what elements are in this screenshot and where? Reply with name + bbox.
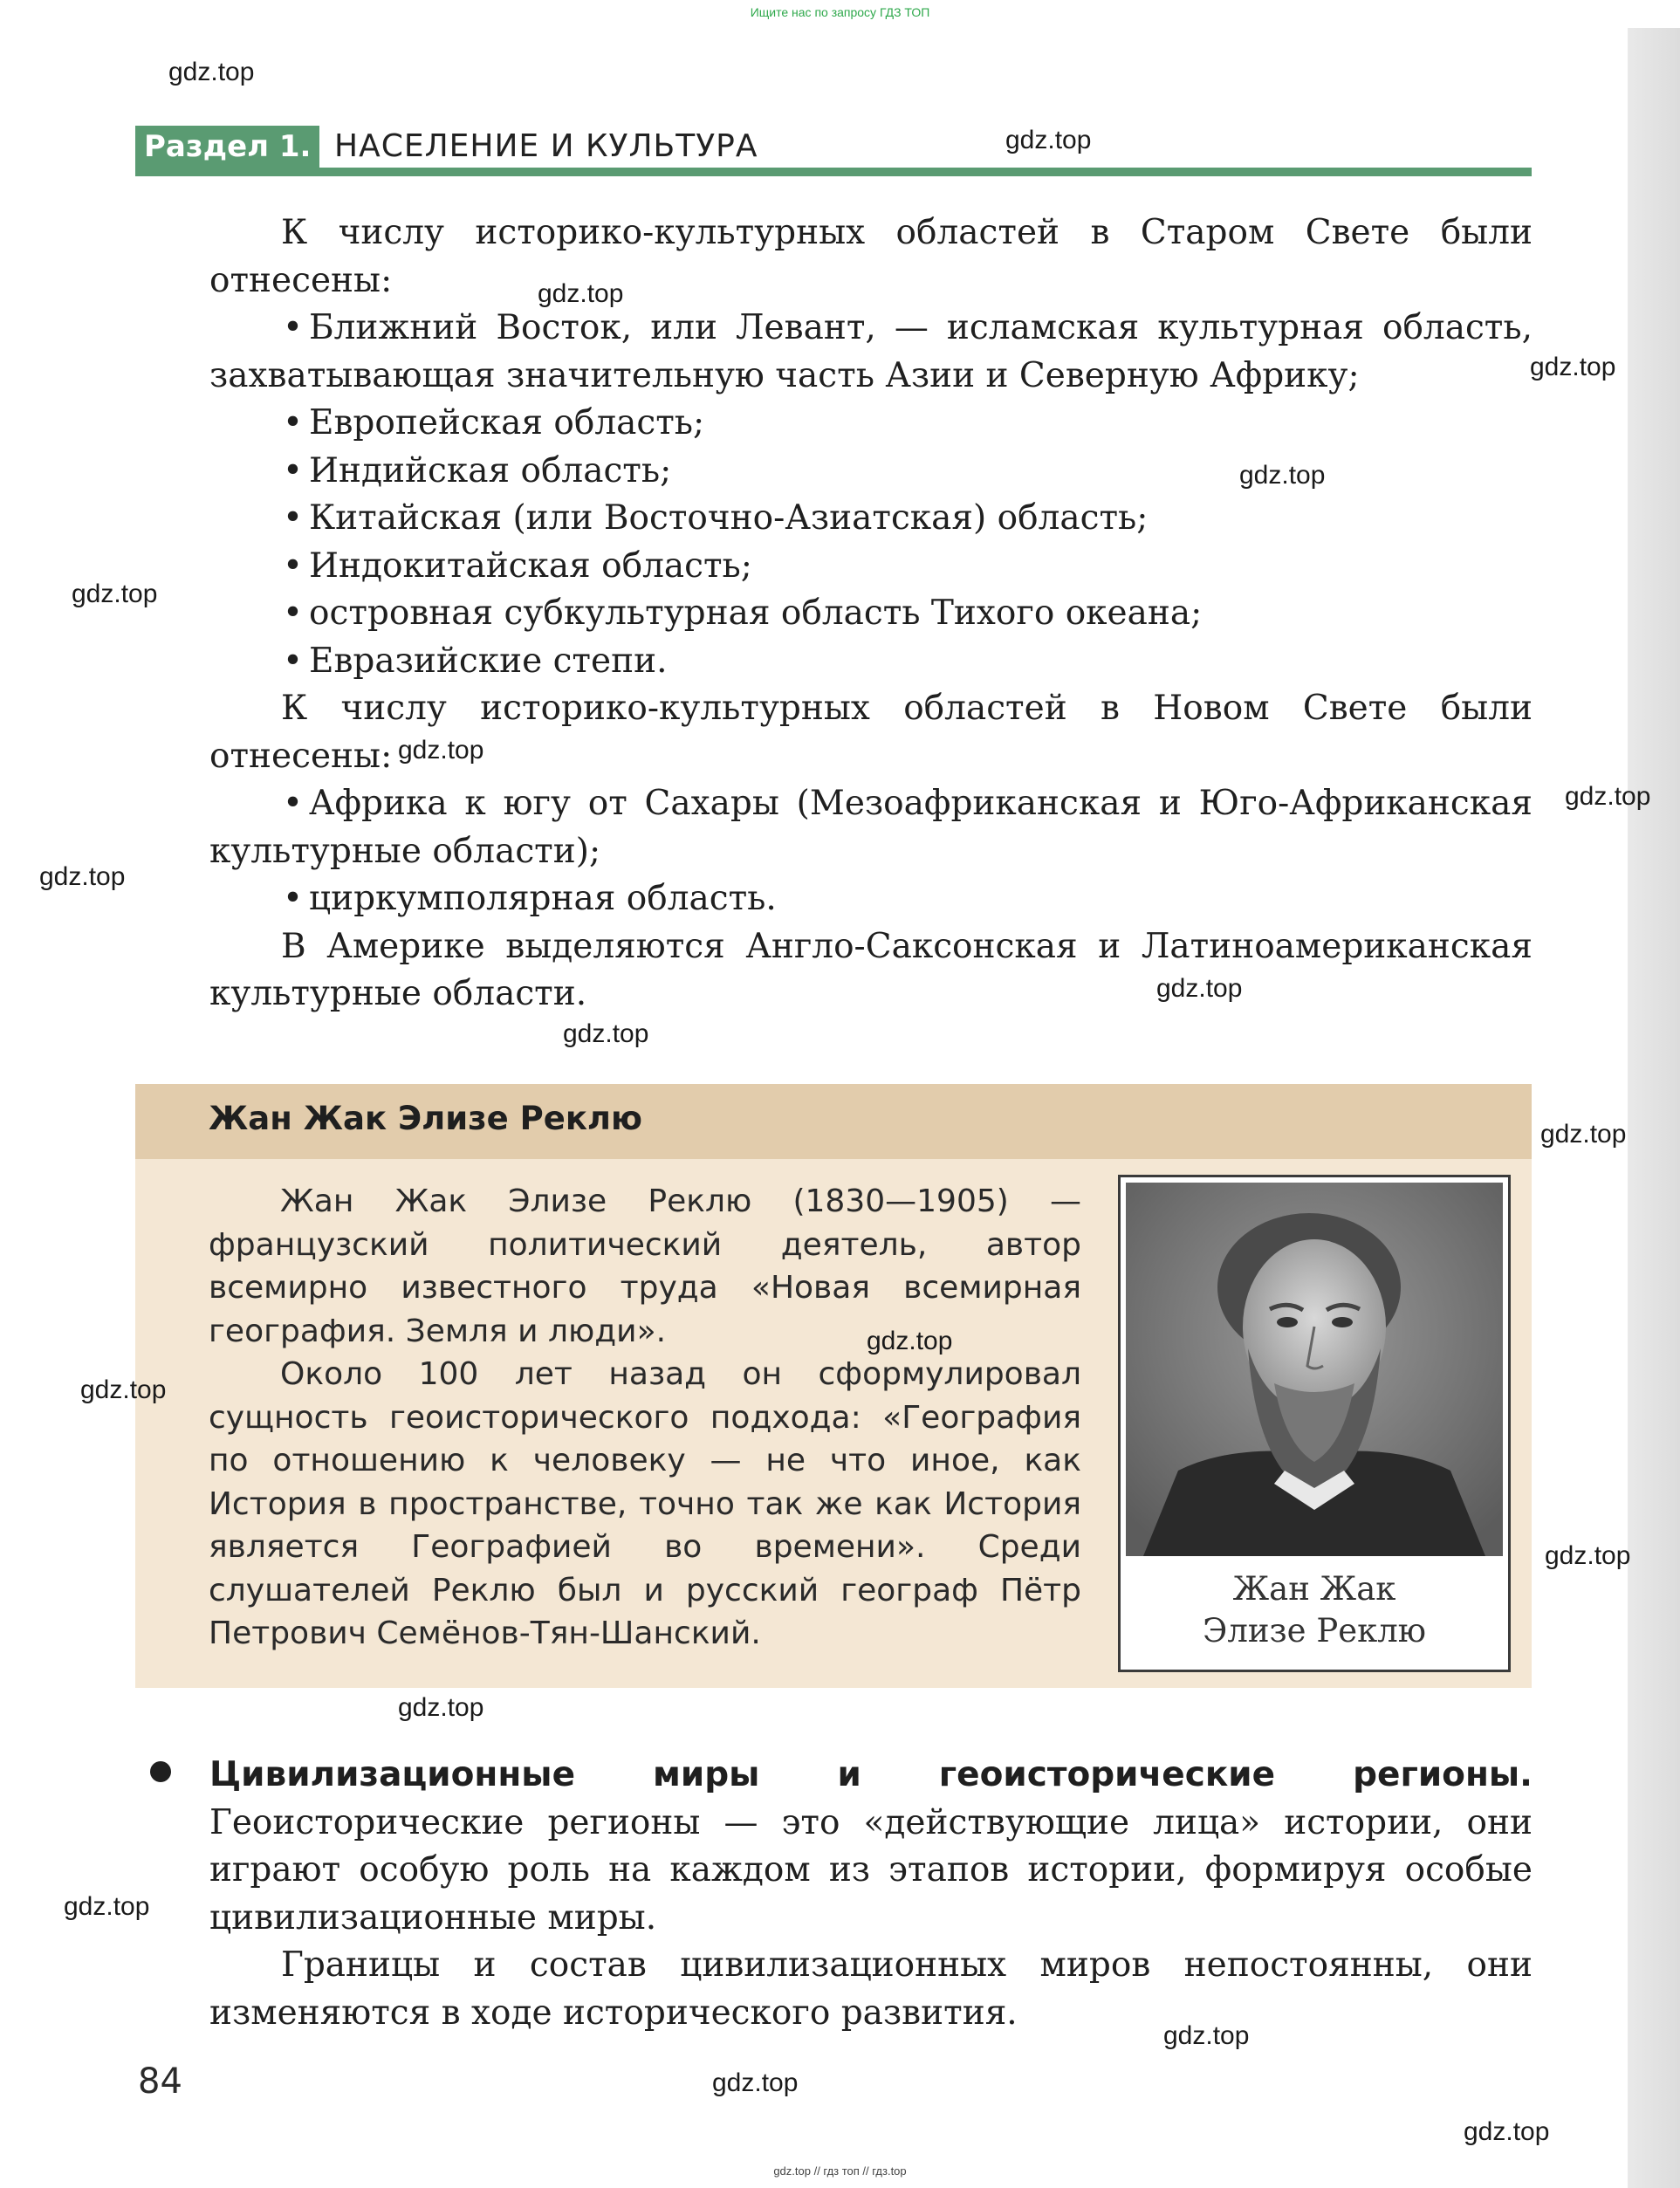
watermark: gdz.top [64, 1892, 150, 1921]
watermark: gdz.top [398, 1693, 484, 1722]
old-world-intro: К числу историко-культурных областей в Старом Свете были отнесены: [209, 213, 1533, 300]
footer-banner: gdz.top // гдз топ // гдз.top [773, 2164, 907, 2178]
watermark: gdz.top [563, 1019, 649, 1048]
bullet-icon [150, 1761, 171, 1782]
bullet-mark: • [283, 593, 304, 633]
bullet-mark: • [283, 403, 304, 442]
watermark: gdz.top [1565, 782, 1651, 811]
bullet-mark: • [283, 498, 304, 538]
list-item: • Ближний Восток, или Левант, — исламская культурная область, захватывающая значительную часть Азии и Северную Африку; [209, 305, 1533, 400]
section-title: НАСЕЛЕНИЕ И КУЛЬТУРА [334, 128, 758, 164]
bullet-mark: • [283, 641, 304, 681]
bullet-mark: • [283, 784, 304, 823]
section-tag: Раздел 1. [135, 126, 319, 168]
portrait-caption: Жан Жак Элизе Реклю [1203, 1570, 1426, 1650]
new-world-intro: К числу историко-культурных областей в Новом Свете были отнесены: [209, 689, 1533, 776]
list-item: • Индийская область; [209, 448, 1533, 496]
portrait-illustration [1126, 1183, 1503, 1556]
list-item: • Африка к югу от Сахары (Мезоафриканская и Юго-Африканская культурные области); [209, 780, 1533, 875]
watermark: gdz.top [1464, 2117, 1550, 2146]
watermark: gdz.top [1005, 126, 1092, 154]
watermark: gdz.top [1540, 1120, 1627, 1149]
watermark: gdz.top [1156, 974, 1243, 1003]
biography-paragraph-1: Жан Жак Элизе Реклю (1830—1905) — французский политический деятель, автор всемирно известного труда «Новая всемирная география. Земля и люди». [209, 1183, 1081, 1349]
list-item: • Индокитайская область; [209, 543, 1533, 591]
main-text [209, 209, 1533, 1019]
biography-box-header [135, 1084, 1532, 1159]
watermark: gdz.top [538, 279, 624, 308]
list-item: • Европейская область; [209, 400, 1533, 448]
watermark: gdz.top [72, 580, 158, 608]
portrait-frame [1118, 1175, 1511, 1672]
section-divider [135, 168, 1532, 176]
civilization-paragraph-1: Цивилизационные миры и геоисторические регионы. Геоисторические регионы — это «действующие лица» истории, они играют особую роль на каждом из этапов истории, формируя особые цивилизационные миры. [209, 1755, 1533, 1938]
biography-title: Жан Жак Элизе Реклю [209, 1100, 643, 1137]
list-item: • островная субкультурная область Тихого океана; [209, 590, 1533, 638]
watermark: gdz.top [867, 1327, 953, 1355]
biography-text [209, 1180, 1081, 1656]
page-edge [1628, 28, 1680, 2188]
civilization-text [209, 1752, 1533, 2037]
section-header [135, 122, 1532, 176]
watermark: gdz.top [1163, 2021, 1250, 2050]
watermark: gdz.top [168, 58, 255, 86]
biography-box [135, 1084, 1532, 1688]
watermark: gdz.top [1239, 461, 1326, 490]
bullet-mark: • [283, 450, 304, 490]
list-item: • Китайская (или Восточно-Азиатская) область; [209, 495, 1533, 543]
bullet-mark: • [283, 545, 304, 586]
watermark: gdz.top [398, 736, 484, 765]
list-item: • циркумполярная область. [209, 875, 1533, 923]
civilization-heading: Цивилизационные миры и геоисторические регионы. [209, 1755, 1533, 1794]
list-item: • Евразийские степи. [209, 638, 1533, 686]
watermark: gdz.top [1530, 353, 1616, 381]
civilization-paragraph-2: Границы и состав цивилизационных миров непостоянны, они изменяются в ходе исторического развития. [209, 1945, 1533, 2033]
top-banner: Ищите нас по запросу ГДЗ ТОП [750, 5, 930, 19]
page-number: 84 [138, 2061, 182, 2102]
watermark: gdz.top [39, 862, 126, 891]
america-text: В Америке выделяются Англо-Саксонская и Латиноамериканская культурные области. [209, 926, 1533, 1013]
watermark: gdz.top [712, 2068, 799, 2097]
watermark: gdz.top [1545, 1541, 1631, 1570]
bullet-mark: • [283, 308, 304, 347]
watermark: gdz.top [80, 1375, 167, 1404]
bullet-mark: • [283, 879, 304, 918]
portrait-photo [1126, 1183, 1503, 1556]
biography-paragraph-2: Около 100 лет назад он сформулировал сущность геоисторического подхода: «География по отношению к человеку — не что иное, как История в пространстве, точно так же как История является Географией во времени». Среди слушателей Реклю был и русский географ Пётр Петрович Семёнов-Тян-Шанский. [209, 1356, 1081, 1651]
